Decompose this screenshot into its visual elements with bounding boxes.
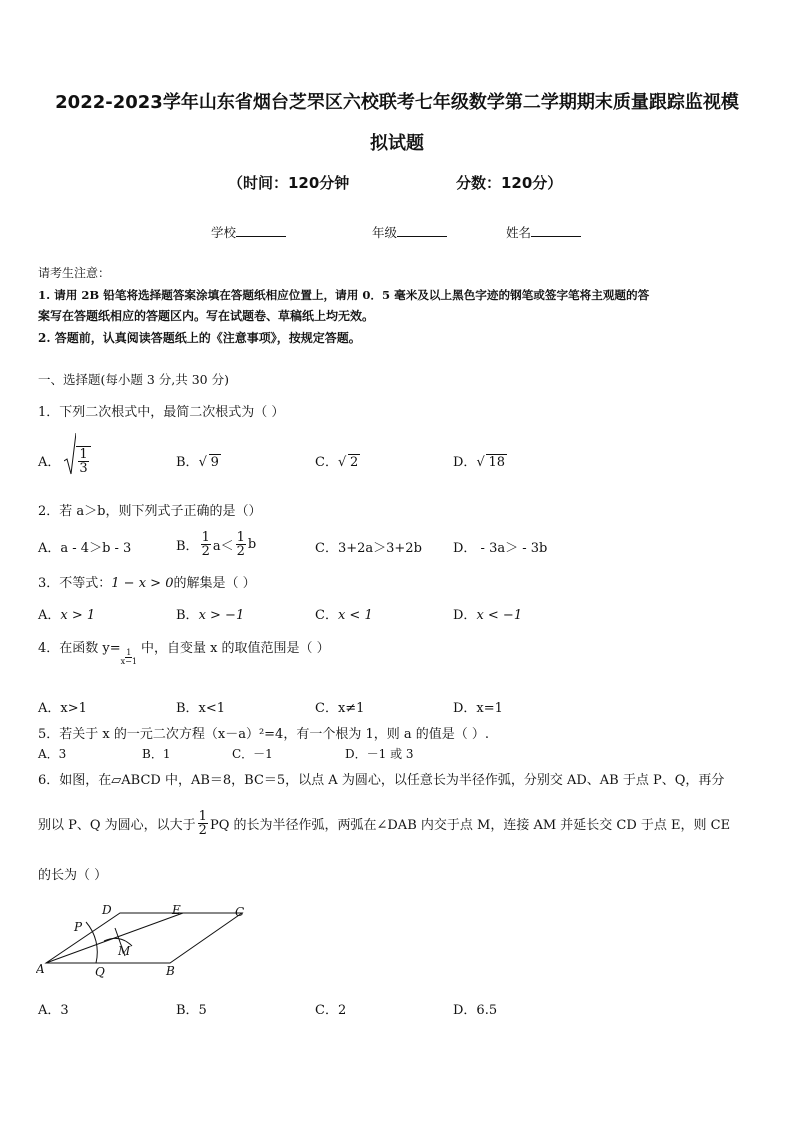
label-P: P bbox=[74, 920, 83, 934]
q3-stem: 3．不等式：1 − x > 0的解集是（ ） bbox=[38, 576, 256, 591]
q1-c-sqrt: √ 2 bbox=[337, 455, 359, 470]
notice-heading: 请考生注意： bbox=[38, 266, 111, 280]
grade-field bbox=[372, 223, 447, 241]
grade-blank bbox=[397, 225, 447, 237]
name-field bbox=[506, 223, 581, 241]
notice-item1-line2: 案写在答题纸相应的答题区内。写在试题卷、草稿纸上均无效。 bbox=[38, 309, 375, 323]
school-label: 学校 bbox=[211, 225, 237, 240]
q1-a-sqrt: $\frac{1}{3}$ bbox=[64, 446, 90, 475]
parallelogram-figure bbox=[36, 898, 256, 980]
q6-option-d: D．6.5 bbox=[453, 1003, 498, 1018]
q3-option-c: C．x < 1 bbox=[315, 608, 373, 623]
q2-option-c: C．3+2a＞3+2b bbox=[315, 541, 422, 556]
q5-option-b: B．1 bbox=[142, 747, 171, 761]
label-A: A bbox=[36, 962, 45, 976]
name-label: 姓名 bbox=[506, 225, 532, 240]
q6-line3: 的长为（ ） bbox=[38, 868, 108, 883]
q2-option-d: D． - 3a＞ - 3b bbox=[453, 541, 548, 556]
q5-option-c: C．－1 bbox=[232, 747, 273, 761]
notice-item1-line1: 1. 请用 2B 铅笔将选择题答案涂填在答题纸相应位置上，请用 0．5 毫米及以上黑色字迹的钢笔或签字笔将主观题的答 bbox=[38, 288, 650, 302]
q6-line1: 6．如图，在▱ABCD 中，AB＝8，BC＝5，以点 A 为圆心，以任意长为半径作弧，分别交 AD、AB 于点 P、Q，再分 bbox=[38, 773, 725, 788]
q4-stem: 4．在函数 y= $\frac{1}{x-1}$ 中，自变量 x 的取值范围是（ ） bbox=[38, 641, 330, 666]
q2-option-a: A．a - 4＞b - 3 bbox=[38, 541, 132, 556]
label-D: D bbox=[102, 903, 112, 917]
q1-a-label: A． bbox=[38, 454, 61, 470]
q1-d-sqrt: √ 18 bbox=[476, 455, 505, 470]
label-C: C bbox=[235, 905, 245, 919]
q6-line2: 别以 P、Q 为圆心，以大于 $\frac{1}{2}$ PQ 的长为半径作弧，两弧在∠DAB 内交于点 M，连接 AM 并延长交 CD 于点 E，则 CE bbox=[38, 808, 731, 838]
label-M: M bbox=[118, 944, 131, 958]
q4-fraction: $\frac{1}{x-1}$ bbox=[120, 648, 137, 666]
q4-option-a: A．x>1 bbox=[38, 701, 87, 716]
radical-icon bbox=[64, 433, 76, 475]
grade-label: 年级 bbox=[372, 225, 398, 240]
notice-item2: 2. 答题前，认真阅读答题纸上的《注意事项》，按规定答题。 bbox=[38, 331, 361, 345]
q5-option-a: A．3 bbox=[38, 747, 67, 761]
q2-option-b: B． $\frac{1}{2}$ a＜ $\frac{1}{2}$ b bbox=[176, 529, 257, 559]
q1-option-c: C． √ 2 bbox=[315, 455, 359, 470]
q6-option-c: C．2 bbox=[315, 1003, 347, 1018]
q4-option-d: D．x=1 bbox=[453, 701, 503, 716]
school-field bbox=[211, 223, 286, 241]
section-heading: 一、选择题(每小题 3 分,共 30 分) bbox=[38, 372, 229, 387]
exam-title-line1: 2022-2023学年山东省烟台芝罘区六校联考七年级数学第二学期期末质量跟踪监视模 bbox=[55, 92, 739, 113]
q1-option-a bbox=[38, 438, 91, 482]
time-info: （时间：120分钟 bbox=[228, 174, 350, 192]
q1-option-d: D． √ 18 bbox=[453, 455, 505, 470]
q6-option-b: B．5 bbox=[176, 1003, 207, 1018]
q2-stem: 2．若 a＞b，则下列式子正确的是（） bbox=[38, 504, 262, 519]
exam-title-line2: 拟试题 bbox=[370, 133, 424, 154]
q4-option-b: B．x<1 bbox=[176, 701, 226, 716]
label-B: B bbox=[166, 964, 175, 978]
q4-option-c: C．x≠1 bbox=[315, 701, 365, 716]
q6-option-a: A．3 bbox=[38, 1003, 69, 1018]
q5-option-d: D．－1 或 3 bbox=[345, 747, 414, 761]
q1-option-b: B． √ 9 bbox=[176, 455, 219, 470]
q3-option-b: B．x > −1 bbox=[176, 608, 245, 623]
label-Q: Q bbox=[95, 965, 105, 979]
label-E: E bbox=[172, 903, 181, 917]
q1-stem: 1．下列二次根式中，最简二次根式为（ ） bbox=[38, 405, 285, 420]
q3-option-d: D．x < −1 bbox=[453, 608, 523, 623]
q3-option-a: A．x > 1 bbox=[38, 608, 96, 623]
name-blank bbox=[531, 225, 581, 237]
school-blank bbox=[236, 225, 286, 237]
q5-stem: 5．若关于 x 的一元二次方程（x－a）²=4，有一个根为 1，则 a 的值是（ ）. bbox=[38, 727, 490, 742]
q1-b-sqrt: √ 9 bbox=[198, 455, 219, 470]
score-info: 分数：120分） bbox=[456, 174, 563, 192]
